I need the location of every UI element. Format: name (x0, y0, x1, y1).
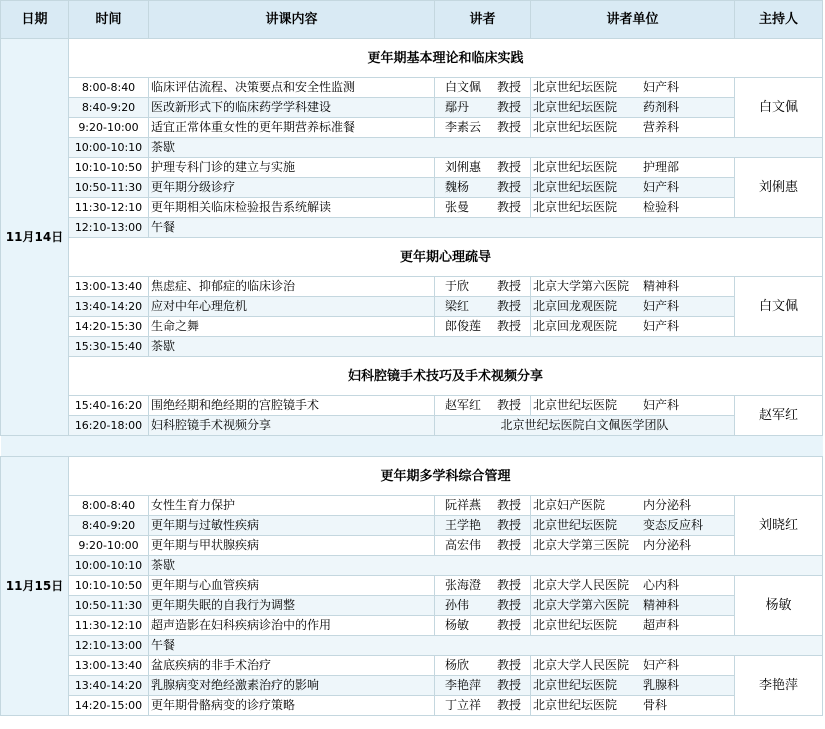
lecture-topic: 焦虑症、抑郁症的临床诊治 (149, 277, 435, 297)
lecture-unit (531, 656, 735, 676)
unit-department: 妇产科 (643, 398, 680, 412)
lecture-unit (531, 536, 735, 556)
lecture-topic: 医改新形式下的临床药学学科建设 (149, 98, 435, 118)
speaker-rank: 教授 (497, 180, 522, 194)
unit-department: 内分泌科 (643, 498, 692, 512)
session-title: 更年期心理疏导 (69, 238, 823, 277)
session-host: 白文佩 (735, 277, 823, 337)
session-title: 妇科腔镜手术技巧及手术视频分享 (69, 357, 823, 396)
speaker-name: 魏杨 (445, 180, 470, 194)
unit-department: 超声科 (643, 618, 680, 632)
lecture-unit (531, 616, 735, 636)
lecture-time: 10:10-10:50 (69, 576, 149, 596)
lecture-unit (531, 277, 735, 297)
lecture-speaker (435, 178, 531, 198)
day-date: 11月14日 (1, 39, 69, 436)
lecture-speaker (435, 696, 531, 716)
table-row (1, 496, 823, 516)
break-label: 茶歇 (149, 556, 823, 576)
lecture-unit (531, 98, 735, 118)
break-time: 12:10-13:00 (69, 636, 149, 656)
session-host: 李艳萍 (735, 656, 823, 716)
speaker-rank: 教授 (497, 678, 522, 692)
lecture-unit (531, 396, 735, 416)
speaker-rank: 教授 (497, 698, 522, 712)
table-row (1, 576, 823, 596)
header-row (1, 1, 823, 39)
lecture-time: 10:50-11:30 (69, 596, 149, 616)
session-title-row (1, 238, 823, 277)
break-time: 12:10-13:00 (69, 218, 149, 238)
lecture-speaker (435, 396, 531, 416)
speaker-name: 鄢丹 (445, 100, 470, 114)
break-row (1, 636, 823, 656)
lecture-speaker (435, 98, 531, 118)
unit-department: 药剂科 (643, 100, 680, 114)
table-row (1, 178, 823, 198)
lecture-unit (531, 696, 735, 716)
speaker-rank: 教授 (497, 598, 522, 612)
lecture-topic: 适宜正常体重女性的更年期营养标准餐 (149, 118, 435, 138)
unit-department: 骨科 (643, 698, 668, 712)
session-title-row (1, 457, 823, 496)
speaker-name: 张曼 (445, 200, 470, 214)
break-row (1, 218, 823, 238)
speaker-name: 王学艳 (445, 518, 482, 532)
schedule-body (1, 39, 823, 716)
table-row (1, 297, 823, 317)
speaker-rank: 教授 (497, 160, 522, 174)
lecture-unit (531, 676, 735, 696)
speaker-rank: 教授 (497, 398, 522, 412)
speaker-name: 于欣 (445, 279, 470, 293)
lecture-unit (531, 576, 735, 596)
session-host: 刘俐惠 (735, 158, 823, 218)
lecture-topic: 超声造影在妇科疾病诊治中的作用 (149, 616, 435, 636)
speaker-rank: 教授 (497, 319, 522, 333)
unit-department: 妇产科 (643, 658, 680, 672)
lecture-speaker (435, 596, 531, 616)
session-title: 更年期基本理论和临床实践 (69, 39, 823, 78)
lecture-speaker (435, 576, 531, 596)
speaker-name: 阮祥燕 (445, 498, 482, 512)
table-row (1, 616, 823, 636)
unit-department: 妇产科 (643, 299, 680, 313)
speaker-rank: 教授 (497, 200, 522, 214)
table-row (1, 516, 823, 536)
lecture-unit (531, 78, 735, 98)
unit-hospital: 北京大学人民医院 (533, 578, 630, 592)
session-host: 赵军红 (735, 396, 823, 436)
lecture-time: 8:00-8:40 (69, 496, 149, 516)
lecture-time: 15:40-16:20 (69, 396, 149, 416)
lecture-time: 13:40-14:20 (69, 676, 149, 696)
unit-department: 乳腺科 (643, 678, 680, 692)
break-label: 午餐 (149, 218, 823, 238)
break-label: 茶歇 (149, 138, 823, 158)
day-separator-cell (1, 436, 823, 457)
day-separator (1, 436, 823, 457)
day-date: 11月15日 (1, 457, 69, 716)
lecture-speaker (435, 656, 531, 676)
lecture-speaker (435, 536, 531, 556)
break-label: 午餐 (149, 636, 823, 656)
lecture-topic: 临床评估流程、决策要点和安全性监测 (149, 78, 435, 98)
unit-hospital: 北京大学第六医院 (533, 279, 630, 293)
unit-hospital: 北京世纪坛医院 (533, 120, 618, 134)
speaker-name: 刘俐惠 (445, 160, 482, 174)
unit-department: 妇产科 (643, 80, 680, 94)
lecture-time: 10:10-10:50 (69, 158, 149, 178)
speaker-rank: 教授 (497, 279, 522, 293)
unit-hospital: 北京世纪坛医院 (533, 100, 618, 114)
table-row (1, 676, 823, 696)
header-speaker: 讲者 (435, 1, 531, 39)
speaker-name: 赵军红 (445, 398, 482, 412)
unit-department: 变态反应科 (643, 518, 704, 532)
unit-department: 护理部 (643, 160, 680, 174)
lecture-topic: 更年期相关临床检验报告系统解读 (149, 198, 435, 218)
speaker-rank: 教授 (497, 658, 522, 672)
lecture-topic: 更年期与心血管疾病 (149, 576, 435, 596)
lecture-topic: 护理专科门诊的建立与实施 (149, 158, 435, 178)
lecture-unit (531, 496, 735, 516)
unit-hospital: 北京世纪坛医院 (533, 160, 618, 174)
lecture-unit (531, 596, 735, 616)
speaker-name: 李素云 (445, 120, 482, 134)
break-time: 10:00-10:10 (69, 138, 149, 158)
speaker-rank: 教授 (497, 120, 522, 134)
unit-hospital: 北京回龙观医院 (533, 319, 618, 333)
table-row (1, 596, 823, 616)
lecture-speaker (435, 616, 531, 636)
unit-department: 精神科 (643, 598, 680, 612)
lecture-topic: 围绝经期和绝经期的宫腔镜手术 (149, 396, 435, 416)
lecture-speaker (435, 198, 531, 218)
lecture-time: 8:40-9:20 (69, 516, 149, 536)
table-row (1, 416, 823, 436)
speaker-name: 李艳萍 (445, 678, 482, 692)
lecture-time: 14:20-15:00 (69, 696, 149, 716)
lecture-time: 11:30-12:10 (69, 616, 149, 636)
speaker-rank: 教授 (497, 518, 522, 532)
lecture-unit (531, 198, 735, 218)
speaker-name: 丁立祥 (445, 698, 482, 712)
lecture-unit (531, 317, 735, 337)
unit-department: 心内科 (643, 578, 680, 592)
lecture-topic: 妇科腔镜手术视频分享 (149, 416, 435, 436)
lecture-time: 13:00-13:40 (69, 277, 149, 297)
speaker-rank: 教授 (497, 618, 522, 632)
lecture-speaker (435, 277, 531, 297)
lecture-time: 9:20-10:00 (69, 536, 149, 556)
table-row (1, 656, 823, 676)
speaker-name: 梁红 (445, 299, 470, 313)
unit-department: 妇产科 (643, 180, 680, 194)
unit-department: 妇产科 (643, 319, 680, 333)
table-row (1, 98, 823, 118)
lecture-topic: 应对中年心理危机 (149, 297, 435, 317)
table-row (1, 317, 823, 337)
session-title-row (1, 39, 823, 78)
lecture-time: 13:40-14:20 (69, 297, 149, 317)
session-host: 白文佩 (735, 78, 823, 138)
speaker-name: 白文佩 (445, 80, 482, 94)
break-row (1, 556, 823, 576)
lecture-time: 9:20-10:00 (69, 118, 149, 138)
speaker-name: 张海澄 (445, 578, 482, 592)
table-row (1, 198, 823, 218)
lecture-topic: 女性生育力保护 (149, 496, 435, 516)
speaker-rank: 教授 (497, 538, 522, 552)
speaker-rank: 教授 (497, 80, 522, 94)
table-row (1, 396, 823, 416)
speaker-name: 杨敏 (445, 618, 470, 632)
lecture-time: 16:20-18:00 (69, 416, 149, 436)
lecture-topic: 更年期失眠的自我行为调整 (149, 596, 435, 616)
session-title: 更年期多学科综合管理 (69, 457, 823, 496)
lecture-team: 北京世纪坛医院白文佩医学团队 (435, 416, 735, 436)
unit-hospital: 北京世纪坛医院 (533, 398, 618, 412)
break-time: 10:00-10:10 (69, 556, 149, 576)
table-row (1, 78, 823, 98)
unit-department: 内分泌科 (643, 538, 692, 552)
unit-hospital: 北京大学第六医院 (533, 598, 630, 612)
lecture-topic: 更年期与过敏性疾病 (149, 516, 435, 536)
speaker-rank: 教授 (497, 299, 522, 313)
lecture-speaker (435, 317, 531, 337)
lecture-topic: 生命之舞 (149, 317, 435, 337)
lecture-time: 8:40-9:20 (69, 98, 149, 118)
lecture-speaker (435, 496, 531, 516)
unit-hospital: 北京世纪坛医院 (533, 180, 618, 194)
header-topic: 讲课内容 (149, 1, 435, 39)
unit-department: 检验科 (643, 200, 680, 214)
lecture-unit (531, 516, 735, 536)
unit-hospital: 北京世纪坛医院 (533, 518, 618, 532)
lecture-unit (531, 297, 735, 317)
lecture-speaker (435, 78, 531, 98)
lecture-time: 13:00-13:40 (69, 656, 149, 676)
session-host: 刘晓红 (735, 496, 823, 556)
lecture-topic: 乳腺病变对绝经激素治疗的影响 (149, 676, 435, 696)
break-row (1, 138, 823, 158)
lecture-speaker (435, 516, 531, 536)
unit-hospital: 北京大学人民医院 (533, 658, 630, 672)
unit-hospital: 北京世纪坛医院 (533, 698, 618, 712)
header-host: 主持人 (735, 1, 823, 39)
speaker-name: 高宏伟 (445, 538, 482, 552)
break-time: 15:30-15:40 (69, 337, 149, 357)
lecture-speaker (435, 297, 531, 317)
header-unit: 讲者单位 (531, 1, 735, 39)
break-label: 茶歇 (149, 337, 823, 357)
lecture-speaker (435, 158, 531, 178)
unit-hospital: 北京妇产医院 (533, 498, 606, 512)
session-host: 杨敏 (735, 576, 823, 636)
unit-hospital: 北京世纪坛医院 (533, 200, 618, 214)
lecture-unit (531, 178, 735, 198)
speaker-rank: 教授 (497, 100, 522, 114)
lecture-unit (531, 118, 735, 138)
table-row (1, 158, 823, 178)
unit-hospital: 北京回龙观医院 (533, 299, 618, 313)
lecture-topic: 更年期骨骼病变的诊疗策略 (149, 696, 435, 716)
speaker-rank: 教授 (497, 498, 522, 512)
table-row (1, 696, 823, 716)
unit-hospital: 北京世纪坛医院 (533, 80, 618, 94)
session-title-row (1, 357, 823, 396)
lecture-topic: 更年期与甲状腺疾病 (149, 536, 435, 556)
break-row (1, 337, 823, 357)
unit-hospital: 北京大学第三医院 (533, 538, 630, 552)
speaker-name: 杨欣 (445, 658, 470, 672)
unit-department: 精神科 (643, 279, 680, 293)
unit-department: 营养科 (643, 120, 680, 134)
lecture-time: 11:30-12:10 (69, 198, 149, 218)
lecture-topic: 更年期分级诊疗 (149, 178, 435, 198)
speaker-rank: 教授 (497, 578, 522, 592)
unit-hospital: 北京世纪坛医院 (533, 618, 618, 632)
lecture-time: 14:20-15:30 (69, 317, 149, 337)
lecture-unit (531, 158, 735, 178)
table-row (1, 118, 823, 138)
speaker-name: 孙伟 (445, 598, 470, 612)
table-row (1, 277, 823, 297)
lecture-time: 8:00-8:40 (69, 78, 149, 98)
lecture-time: 10:50-11:30 (69, 178, 149, 198)
lecture-topic: 盆底疾病的非手术治疗 (149, 656, 435, 676)
header-time: 时间 (69, 1, 149, 39)
header-date: 日期 (1, 1, 69, 39)
unit-hospital: 北京世纪坛医院 (533, 678, 618, 692)
table-row (1, 536, 823, 556)
speaker-name: 郎俊莲 (445, 319, 482, 333)
lecture-speaker (435, 676, 531, 696)
lecture-speaker (435, 118, 531, 138)
